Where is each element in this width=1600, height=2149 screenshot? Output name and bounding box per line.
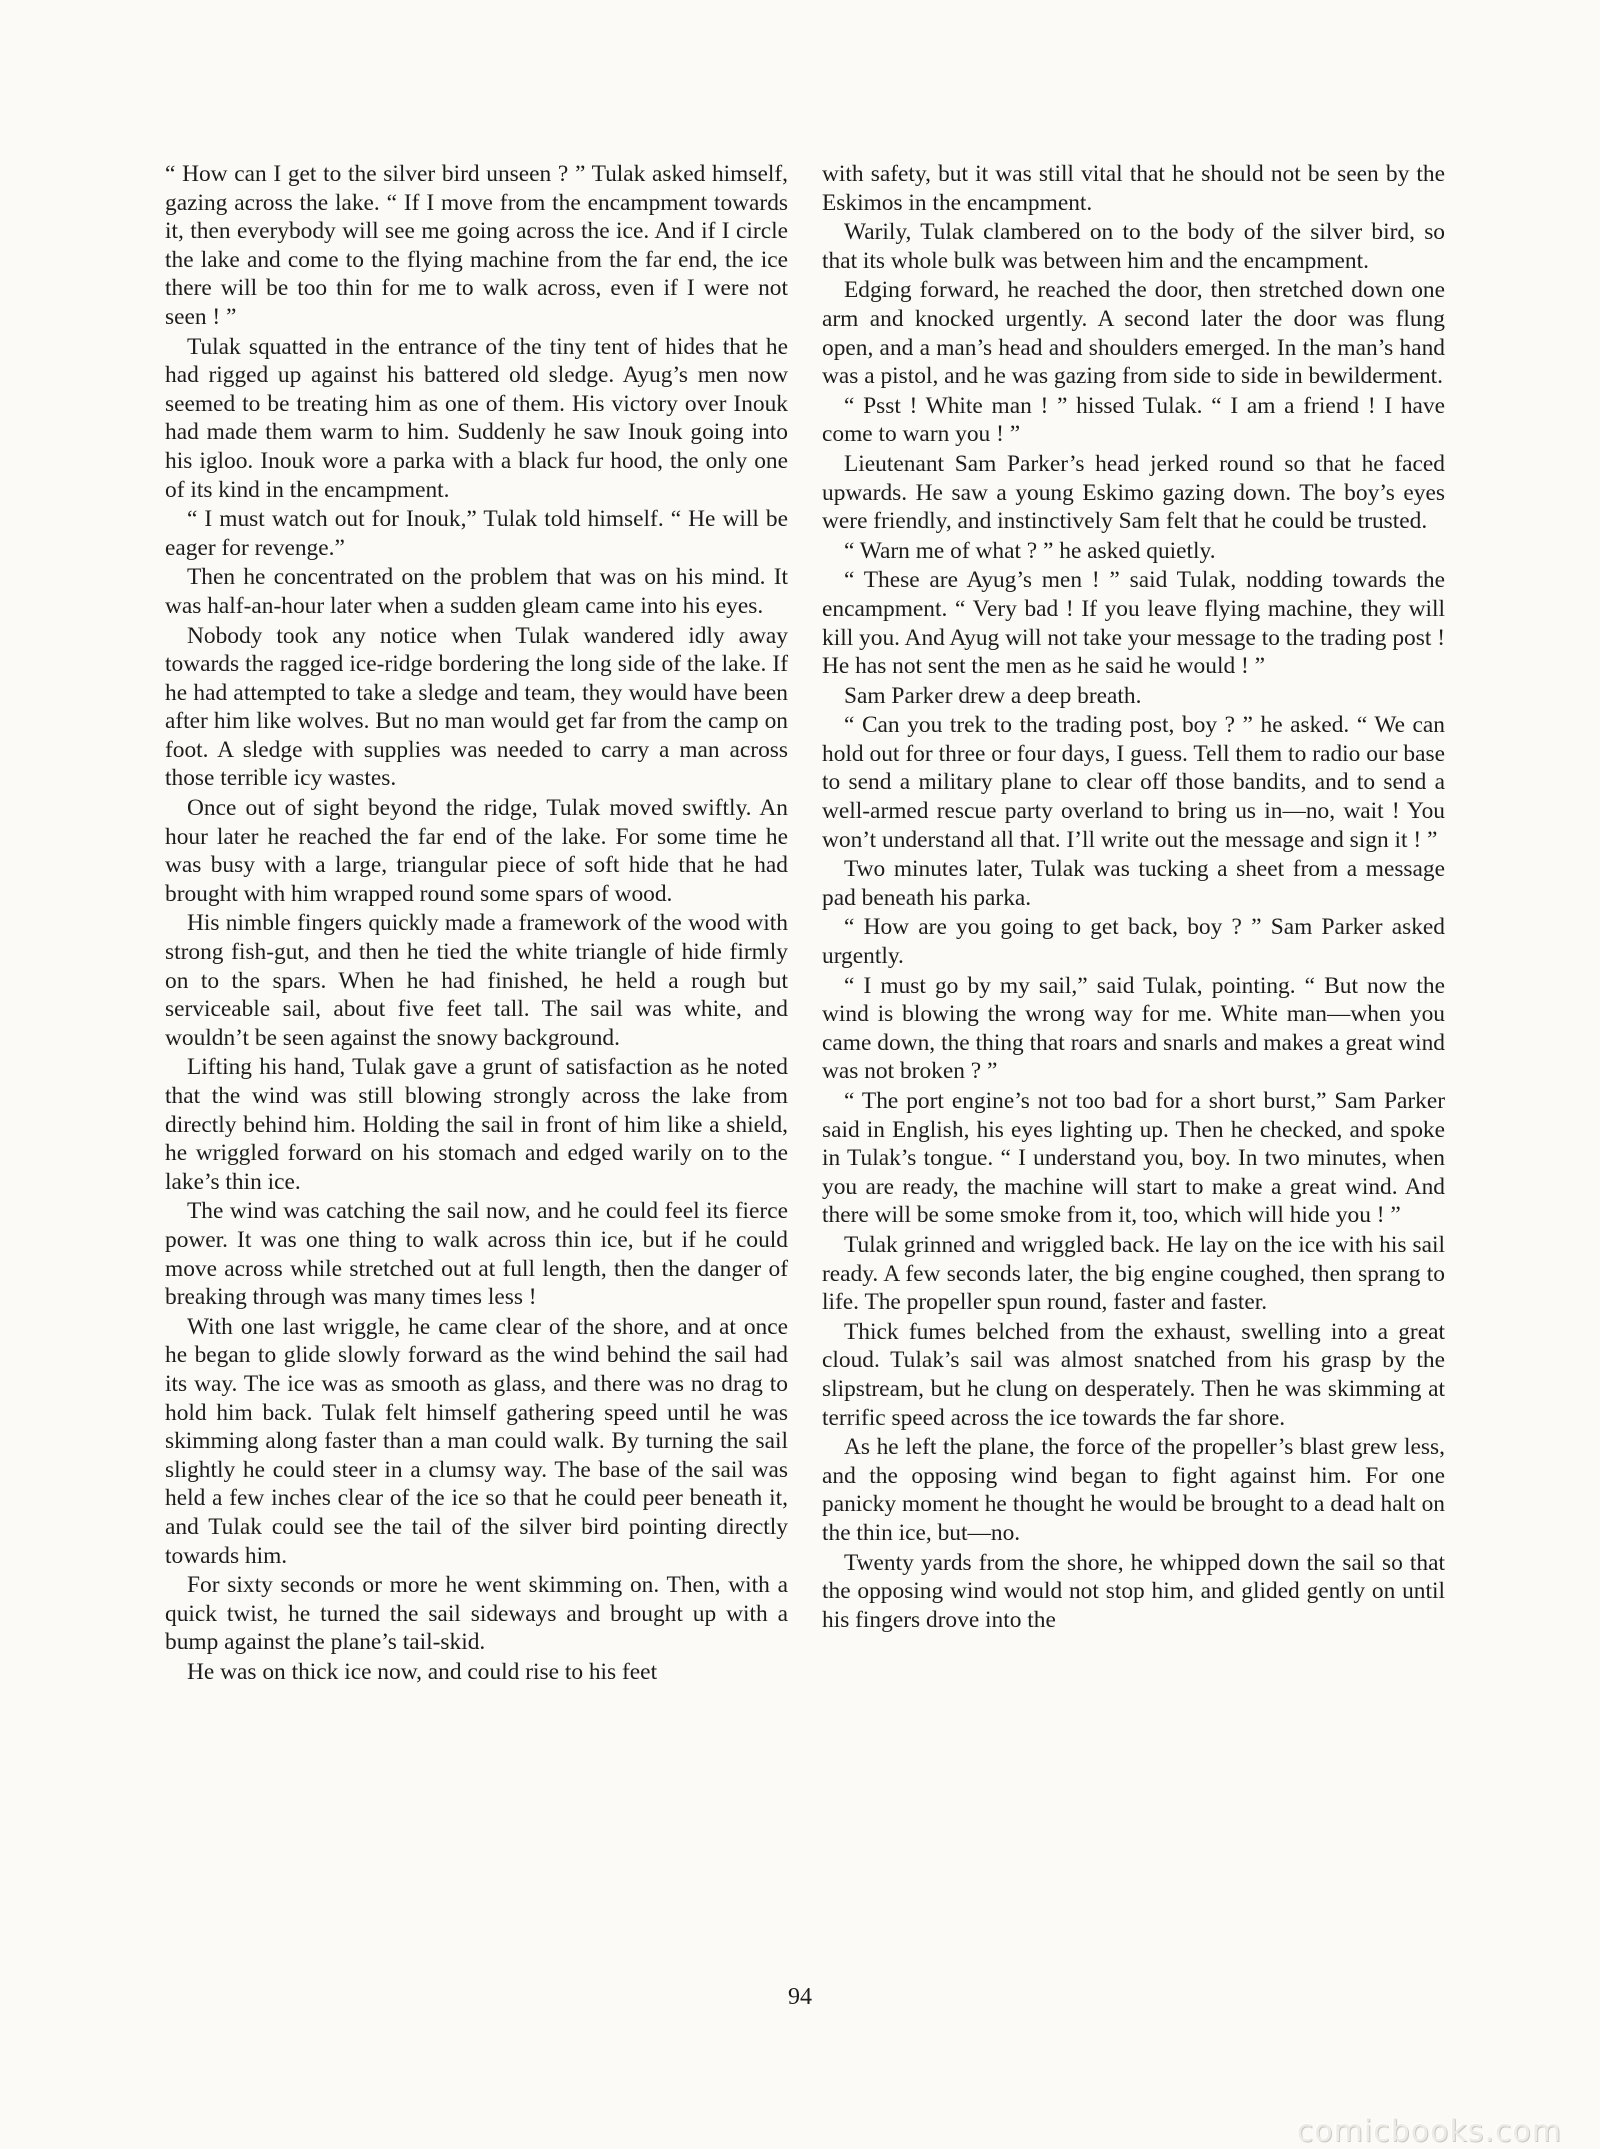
paragraph: “ How can I get to the silver bird unseen ? ” Tulak asked himself, gazing across the lake. “ If I move from the encampment towards it, then everybody will see me going across the ice. And if I circle the lake and come to the flying machine from the far end, the ice there will be too thin for me to walk across, even if I were not seen ! ” <box>165 161 788 330</box>
paragraph: For sixty seconds or more he went skimming on. Then, with a quick twist, he turned the sail sideways and brought up with a bump against the plane’s tail-skid. <box>165 1572 788 1656</box>
paragraph: Nobody took any notice when Tulak wandered idly away towards the ragged ice-ridge bordering the long side of the lake. If he had attempted to take a sledge and team, they would have been after him like wolves. But no man would get far from the camp on foot. A sledge with supplies was needed to carry a man across those terrible icy wastes. <box>165 622 788 792</box>
paragraph: “ I must watch out for Inouk,” Tulak told himself. “ He will be eager for revenge.” <box>165 506 788 561</box>
paragraph: Then he concentrated on the problem that was on his mind. It was half-an-hour later when a sudden gleam came into his eyes. <box>165 564 788 619</box>
paragraph: Once out of sight beyond the ridge, Tulak moved swiftly. An hour later he reached the far end of the lake. For some time he was busy with a large, triangular piece of soft hide that he had brought with him wrapped round some spars of wood. <box>165 795 788 907</box>
paragraph: Tulak grinned and wriggled back. He lay on the ice with his sail ready. A few seconds later, the big engine coughed, then sprang to life. The propeller spun round, faster and faster. <box>822 1231 1445 1316</box>
right-text-column <box>822 160 1445 1635</box>
paragraph: His nimble fingers quickly made a framework of the wood with strong fish-gut, and then he tied the white triangle of hide firmly on to the spars. When he had finished, he held a rough but serviceable sail, about five feet tall. The sail was white, and wouldn’t be seen against the snowy background. <box>165 910 788 1051</box>
paragraph: “ These are Ayug’s men ! ” said Tulak, nodding towards the encampment. “ Very bad ! If you leave flying machine, they will kill you. And Ayug will not take your message to the trading post ! He has not sent the men as he said he would ! ” <box>822 567 1445 680</box>
paragraph: Thick fumes belched from the exhaust, swelling into a great cloud. Tulak’s sail was almost snatched from his grasp by the slipstream, but he clung on desperately. Then he was skimming at terrific speed across the ice towards the far shore. <box>822 1318 1445 1431</box>
paragraph: “ The port engine’s not too bad for a short burst,” Sam Parker said in English, his eyes lighting up. Then he checked, and spoke in Tulak’s tongue. “ I understand you, boy. In two minutes, when you are ready, the machine will start to make a great wind. And there will be some smoke from it, too, which will hide you ! ” <box>822 1088 1445 1229</box>
page-number: 94 <box>788 1984 812 2010</box>
paragraph: “ Can you trek to the trading post, boy ? ” he asked. “ We can hold out for three or four days, I guess. Tell them to radio our base to send a military plane to clear off those bandits, and to send a well-armed rescue party overland to bring us in—no, wait ! You won’t understand all that. I’ll write out the message and sign it ! ” <box>822 712 1445 853</box>
paragraph: Two minutes later, Tulak was tucking a sheet from a message pad beneath his parka. <box>822 856 1445 911</box>
paragraph: He was on thick ice now, and could rise to his feet <box>187 1658 658 1685</box>
paragraph: The wind was catching the sail now, and he could feel its fierce power. It was one thing to walk across thin ice, but if he could move across while stretched out at full length, then the danger of breaking through was many times less ! <box>165 1198 788 1311</box>
watermark: comicbooks.com <box>1296 2114 1562 2149</box>
paragraph: “ Warn me of what ? ” he asked quietly. <box>844 537 1216 564</box>
paragraph: With one last wriggle, he came clear of the shore, and at once he began to glide slowly forward as the wind behind the sail had its way. The ice was as smooth as glass, and there was no drag to hold him back. Tulak felt himself gathering speed until he was skimming along faster than a man could walk. By turning the sail slightly he could steer in a clumsy way. The base of the sail was held a few inches clear of the ice so that he could peer beneath it, and Tulak could see the tail of the silver bird pointing directly towards him. <box>165 1313 788 1569</box>
paragraph: Sam Parker drew a deep breath. <box>844 682 1142 709</box>
paragraph: Lifting his hand, Tulak gave a grunt of satisfaction as he noted that the wind was still blowing strongly across the lake from directly behind him. Holding the sail in front of him like a shield, he wriggled forward on his stomach and edged warily on to the lake’s thin ice. <box>165 1054 788 1195</box>
paragraph: Lieutenant Sam Parker’s head jerked round so that he faced upwards. He saw a young Eskimo gazing down. The boy’s eyes were friendly, and instinctively Sam felt that he could be trusted. <box>822 450 1445 535</box>
left-text-column <box>165 160 788 1687</box>
paragraph: “ Psst ! White man ! ” hissed Tulak. “ I am a friend ! I have come to warn you ! ” <box>822 392 1445 448</box>
paragraph: Twenty yards from the shore, he whipped down the sail so that the opposing wind would not stop him, and glided gently on until his fingers drove into the <box>822 1549 1445 1633</box>
paragraph: Edging forward, he reached the door, then stretched down one arm and knocked urgently. A second later the door was flung open, and a man’s head and shoulders emerged. In the man’s hand was a pistol, and he was gazing from side to side in bewilderment. <box>822 277 1445 390</box>
paragraph: “ How are you going to get back, boy ? ” Sam Parker asked urgently. <box>822 914 1445 970</box>
paragraph: As he left the plane, the force of the propeller’s blast grew less, and the opposing wind began to fight against him. For one panicky moment he thought he would be brought to a dead halt on the thin ice, but—no. <box>822 1434 1445 1546</box>
paragraph: “ I must go by my sail,” said Tulak, pointing. “ But now the wind is blowing the wrong way for me. White man—when you came down, the thing that roars and snarls and makes a great wind was not broken ? ” <box>822 972 1445 1085</box>
paragraph: with safety, but it was still vital that he should not be seen by the Eskimos in the encampment. <box>822 161 1445 216</box>
paragraph: Tulak squatted in the entrance of the tiny tent of hides that he had rigged up against his battered old sledge. Ayug’s men now seemed to be treating him as one of them. His victory over Inouk had made them warm to him. Suddenly he saw Inouk going into his igloo. Inouk wore a parka with a black fur hood, the only one of its kind in the encampment. <box>165 333 788 503</box>
paragraph: Warily, Tulak clambered on to the body of the silver bird, so that its whole bulk was between him and the encampment. <box>822 219 1445 274</box>
